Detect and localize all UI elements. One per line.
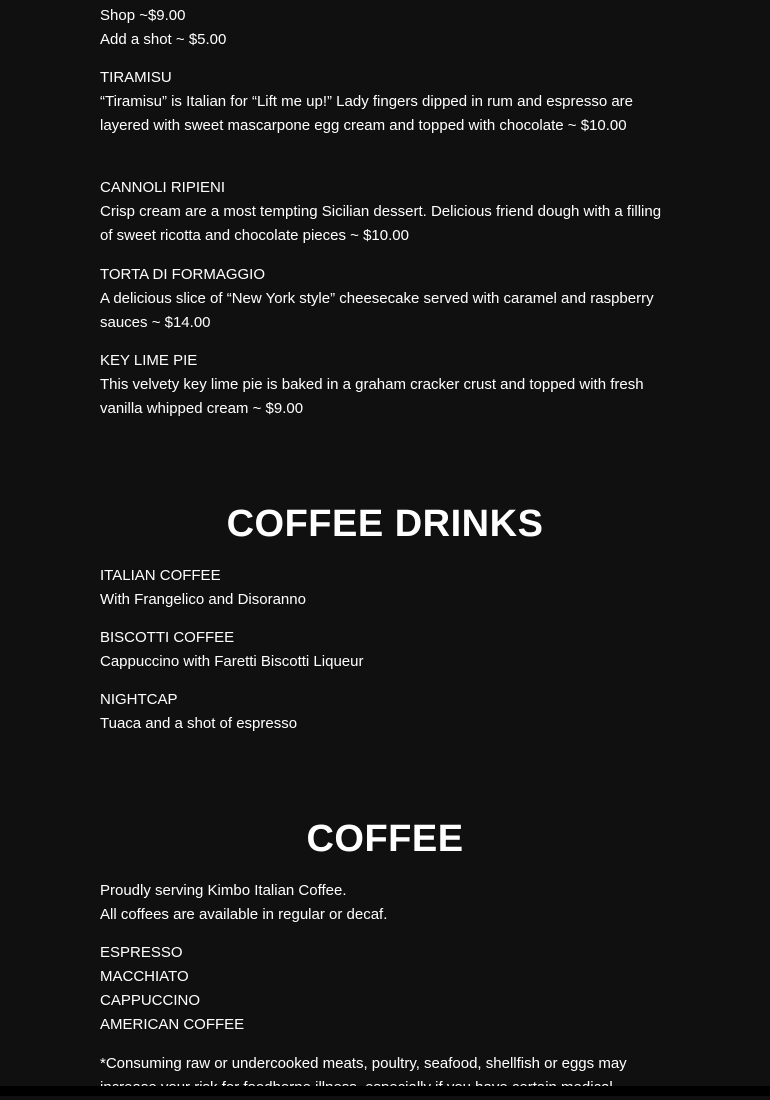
- add-shot-line: Add a shot ~ $5.00: [100, 31, 227, 48]
- dessert-price-line: Shop ~$9.00: [100, 7, 186, 24]
- dessert-item-cannoli: [100, 176, 670, 248]
- dessert-item-tiramisu: [100, 66, 670, 138]
- coffee-item: CAPPUCCINO: [100, 992, 201, 1009]
- section-title-coffee: COFFEE: [306, 818, 464, 860]
- coffee-drink-item: [100, 626, 670, 674]
- drink-name: NIGHTCAP: [100, 691, 178, 708]
- dessert-name: KEY LIME PIE: [100, 352, 198, 369]
- coffee-item: ESPRESSO: [100, 944, 183, 961]
- dessert-name: TORTA DI FORMAGGIO: [100, 266, 266, 283]
- coffee-item: AMERICAN COFFEE: [100, 1016, 245, 1033]
- section-title-coffee-drinks: COFFEE DRINKS: [226, 503, 544, 545]
- dessert-partial-entry: [100, 4, 670, 52]
- dessert-name: CANNOLI RIPIENI: [100, 179, 226, 196]
- drink-description: Tuaca and a shot of espresso: [100, 715, 298, 732]
- drink-name: BISCOTTI COFFEE: [100, 629, 235, 646]
- disclaimer-text: *Consuming raw or undercooked meats, poultry, seafood, shellfish or eggs may: [100, 1055, 627, 1072]
- drink-description: With Frangelico and Disoranno: [100, 591, 306, 608]
- coffee-intro-line: All coffees are available in regular or decaf.: [100, 906, 388, 923]
- coffee-drink-item: [100, 688, 670, 736]
- dessert-item-key-lime-pie: [100, 349, 670, 421]
- dessert-item-torta: [100, 263, 670, 335]
- dessert-description: Crisp cream are a most tempting Sicilian dessert. Delicious friend dough with a filling of sweet ricotta and chocolate pieces ~ $10.00: [100, 203, 662, 244]
- coffee-item: MACCHIATO: [100, 968, 189, 985]
- dessert-description: “Tiramisu” is Italian for “Lift me up!” Lady fingers dipped in rum and espresso are layered with sweet mascarpone egg cream and topped with chocolate ~ $10.00: [100, 93, 634, 134]
- coffee-intro-line: Proudly serving Kimbo Italian Coffee.: [100, 882, 347, 899]
- dessert-name: TIRAMISU: [100, 69, 172, 86]
- drink-name: ITALIAN COFFEE: [100, 567, 221, 584]
- coffee-drink-item: [100, 564, 670, 612]
- coffee-list: [100, 941, 670, 1037]
- drink-description: Cappuccino with Faretti Biscotti Liqueur: [100, 653, 364, 670]
- dessert-description: This velvety key lime pie is baked in a graham cracker crust and topped with fresh vanilla whipped cream ~ $9.00: [100, 376, 644, 417]
- coffee-intro: [100, 879, 670, 927]
- bottom-bar: [0, 1086, 770, 1096]
- dessert-description: A delicious slice of “New York style” cheesecake served with caramel and raspberry sauces ~ $14.00: [100, 290, 654, 331]
